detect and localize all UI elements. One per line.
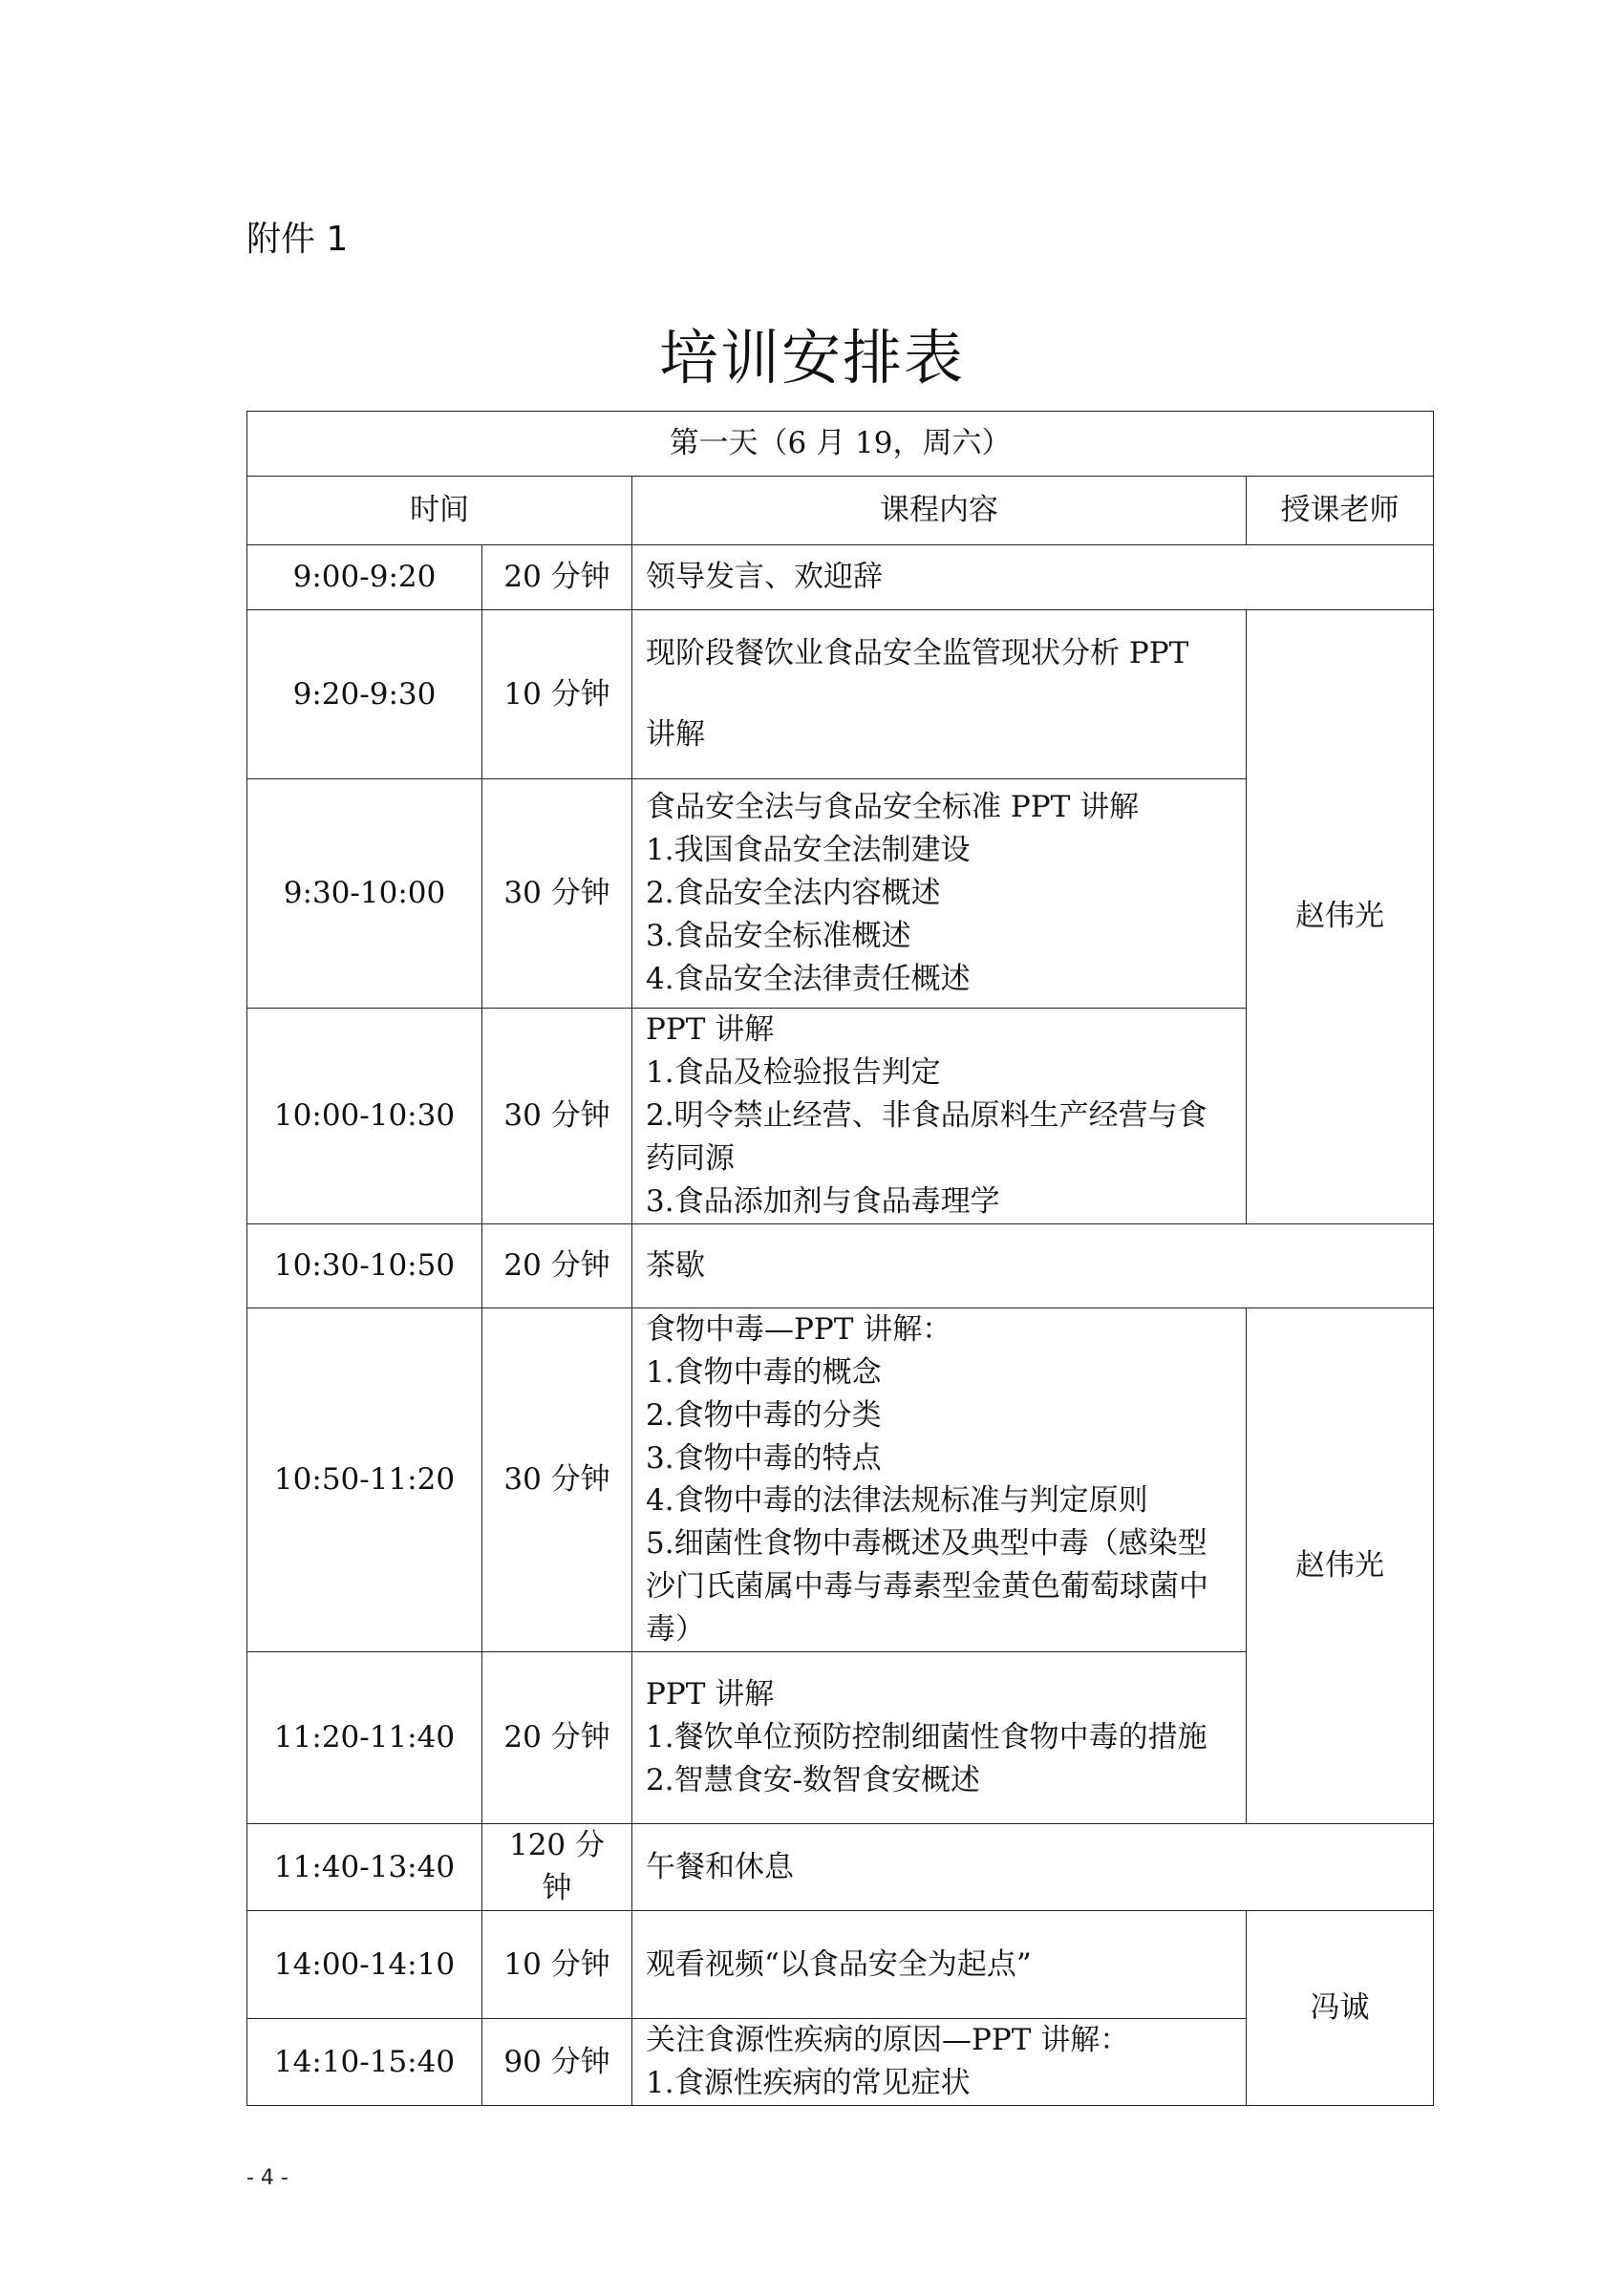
row-duration: 20 分钟 — [482, 1223, 632, 1307]
row-content — [632, 1009, 1247, 1224]
row-duration: 20 分钟 — [482, 1652, 632, 1824]
content-line: 3.食品安全标准概述 — [646, 918, 911, 953]
row-duration: 30 分钟 — [482, 1307, 632, 1652]
row-duration: 10 分钟 — [482, 1911, 632, 2019]
header-content: 课程内容 — [632, 477, 1247, 545]
row-time: 9:20-9:30 — [247, 610, 482, 779]
row-time: 10:30-10:50 — [247, 1223, 482, 1307]
content-line: 1.食物中毒的概念 — [646, 1354, 882, 1390]
content-line: 2.明令禁止经营、非食品原料生产经营与食药同源 — [646, 1097, 1207, 1176]
row-time: 10:00-10:30 — [247, 1009, 482, 1224]
row-content — [632, 1652, 1247, 1824]
content-line: 3.食品添加剂与食品毒理学 — [646, 1183, 1000, 1219]
teacher-cell: 赵伟光 — [1247, 610, 1434, 1224]
row-time: 10:50-11:20 — [247, 1307, 482, 1652]
table-row — [247, 610, 1434, 779]
table-row — [247, 1824, 1434, 1911]
table-row — [247, 1307, 1434, 1652]
row-content — [632, 1911, 1247, 2019]
column-header-row — [247, 477, 1434, 545]
table-row — [247, 1223, 1434, 1307]
teacher-cell: 赵伟光 — [1247, 1307, 1434, 1824]
content-line: 1.食源性疾病的常见症状 — [646, 2066, 971, 2100]
row-content — [632, 610, 1247, 779]
content-line: 4.食品安全法律责任概述 — [646, 961, 971, 996]
content-line: 现阶段餐饮业食品安全监管现状分析 PPT — [646, 636, 1189, 671]
row-time: 9:00-9:20 — [247, 545, 482, 610]
content-line: 5.细菌性食物中毒概述及典型中毒（感染型沙门氏菌属中毒与毒素型金黄色葡萄球菌中毒） — [646, 1526, 1208, 1648]
content-line: 食品安全法与食品安全标准 PPT 讲解 — [646, 790, 1140, 825]
content-line: 2.食物中毒的分类 — [646, 1397, 882, 1433]
row-content — [632, 545, 1434, 610]
teacher-cell: 冯诚 — [1247, 1911, 1434, 2106]
content-line: 观看视频“以食品安全为起点” — [646, 1946, 1032, 1982]
content-line: 讲解 — [646, 717, 705, 752]
row-time: 11:20-11:40 — [247, 1652, 482, 1824]
content-line: 2.食品安全法内容概述 — [646, 876, 941, 911]
row-duration: 30 分钟 — [482, 779, 632, 1009]
content-line: 1.我国食品安全法制建设 — [646, 833, 971, 868]
header-teacher: 授课老师 — [1247, 477, 1434, 545]
row-time: 11:40-13:40 — [247, 1824, 482, 1911]
content-line: PPT 讲解 — [646, 1012, 775, 1047]
content-line: 2.智慧食安-数智食安概述 — [646, 1763, 981, 1798]
row-content — [632, 779, 1247, 1009]
row-duration: 120 分钟 — [482, 1824, 632, 1911]
day-header: 第一天（6 月 19，周六） — [247, 412, 1434, 477]
row-content — [632, 1824, 1434, 1911]
content-line: 3.食物中毒的特点 — [646, 1440, 882, 1476]
row-content — [632, 2019, 1247, 2106]
table-row — [247, 545, 1434, 610]
content-line: 茶歇 — [646, 1247, 705, 1283]
line-spacer — [646, 675, 1232, 713]
row-time: 14:10-15:40 — [247, 2019, 482, 2106]
row-duration: 90 分钟 — [482, 2019, 632, 2106]
attachment-label: 附件 1 — [246, 220, 349, 259]
row-content — [632, 1223, 1434, 1307]
content-line: 1.餐饮单位预防控制细菌性食物中毒的措施 — [646, 1720, 1207, 1755]
table-row — [247, 1911, 1434, 2019]
content-line: 食物中毒—PPT 讲解： — [646, 1311, 952, 1347]
header-time: 时间 — [247, 477, 632, 545]
page-number: - 4 - — [246, 2166, 288, 2190]
content-line: 4.食物中毒的法律法规标准与判定原则 — [646, 1483, 1148, 1519]
content-line: 关注食源性疾病的原因—PPT 讲解： — [646, 2023, 1130, 2058]
content-line: 领导发言、欢迎辞 — [646, 560, 883, 595]
day-header-row — [247, 412, 1434, 477]
row-time: 14:00-14:10 — [247, 1911, 482, 2019]
document-title: 培训安排表 — [658, 323, 965, 393]
row-duration: 30 分钟 — [482, 1009, 632, 1224]
content-line: PPT 讲解 — [646, 1677, 775, 1712]
row-duration: 20 分钟 — [482, 545, 632, 610]
content-line: 午餐和休息 — [646, 1849, 794, 1884]
schedule-table — [246, 411, 1434, 2106]
content-line: 1.食品及检验报告判定 — [646, 1054, 941, 1090]
row-duration: 10 分钟 — [482, 610, 632, 779]
row-time: 9:30-10:00 — [247, 779, 482, 1009]
row-content — [632, 1307, 1247, 1652]
